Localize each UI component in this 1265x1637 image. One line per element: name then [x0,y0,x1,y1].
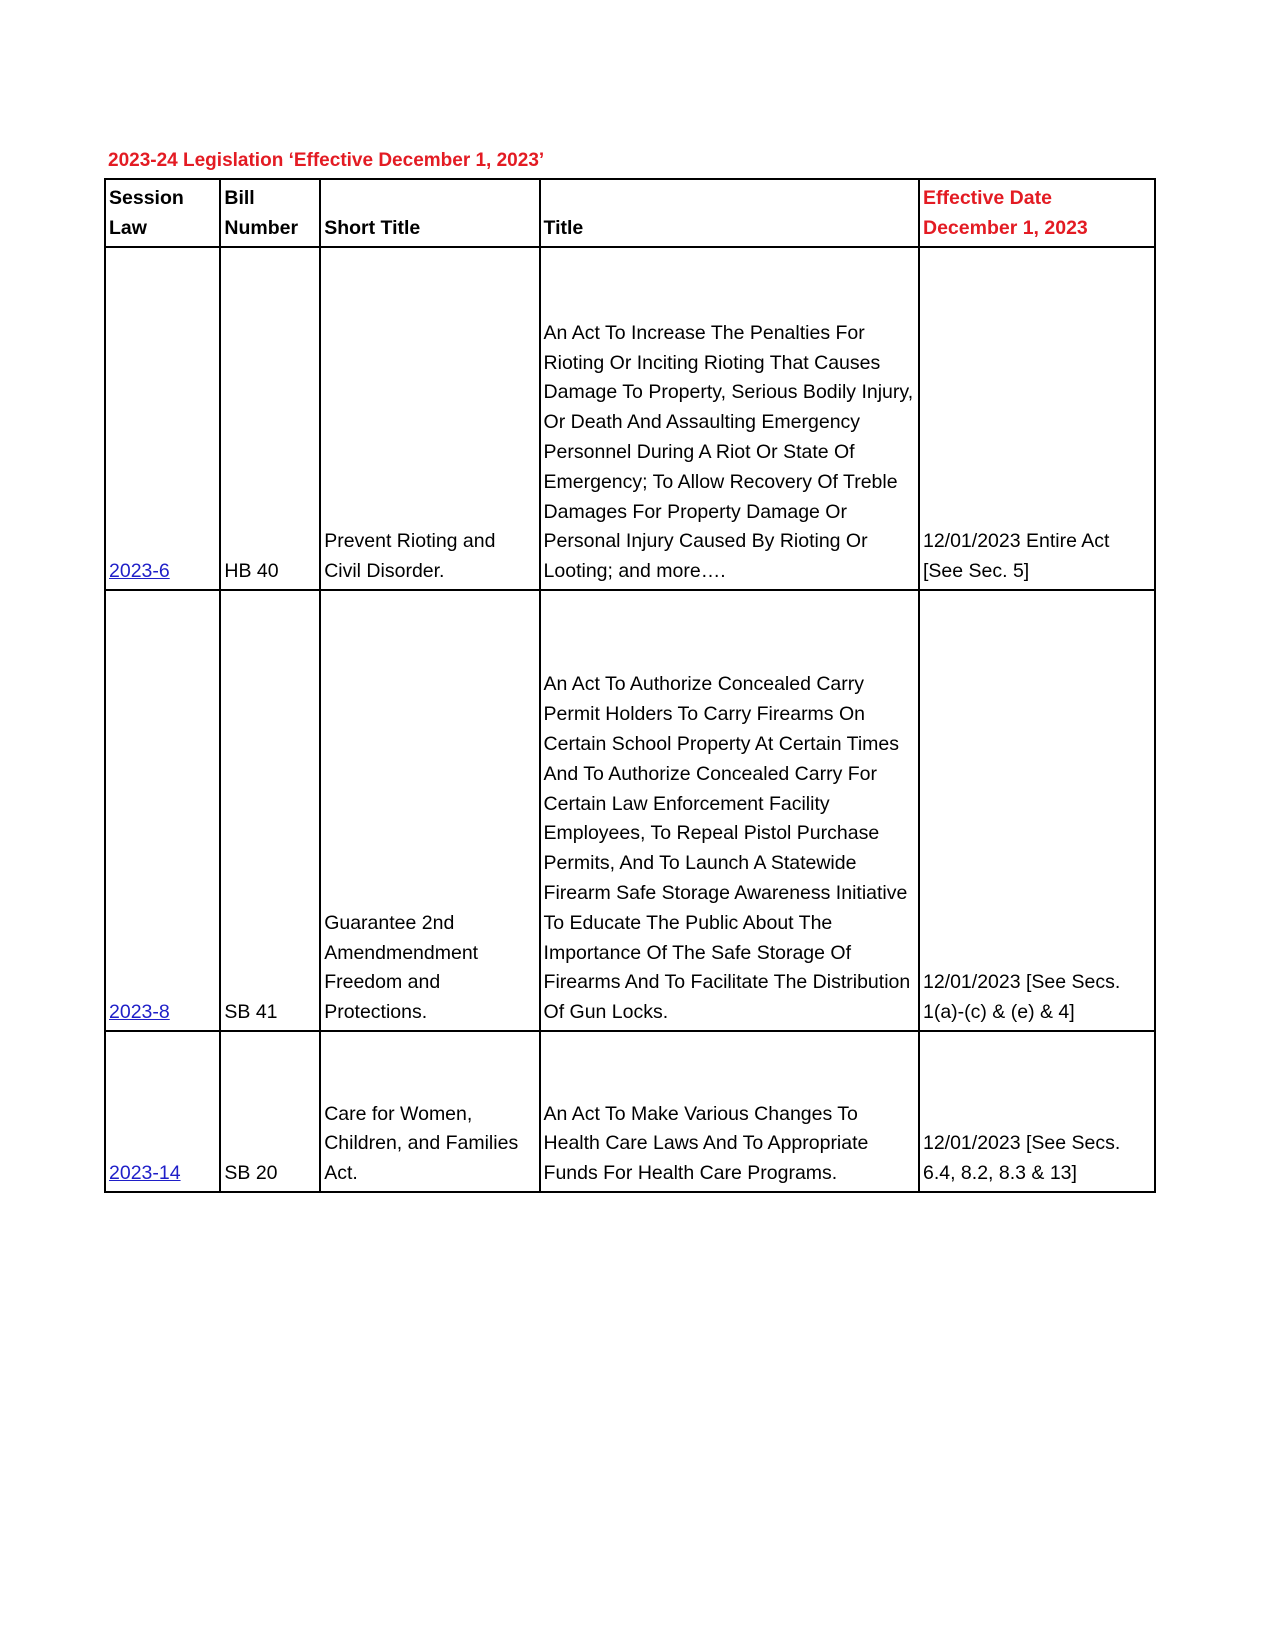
header-short-title: Short Title [320,179,539,247]
bill-number-cell: SB 41 [220,590,320,1031]
session-law-link[interactable]: 2023-6 [109,560,170,583]
short-title-cell: Care for Women, Children, and Families Act. [320,1031,539,1192]
header-session-law-line2: Law [109,217,147,240]
short-title-cell: Prevent Rioting and Civil Disorder. [320,247,539,590]
header-session-law [105,179,220,247]
header-title: Title [540,179,919,247]
session-law-cell [105,247,220,590]
header-bill-number-line2: Number [224,217,299,240]
session-law-link[interactable]: 2023-8 [109,1001,170,1024]
header-session-law-line1: Session [109,187,184,210]
session-law-cell [105,590,220,1031]
table-row [105,247,1155,590]
header-effective-line1: Effective Date [922,187,1052,210]
legislation-table [104,178,1156,1193]
bill-number-cell: SB 20 [220,1031,320,1192]
short-title-cell: Guarantee 2nd Amendmendment Freedom and Protections. [320,590,539,1031]
title-cell: An Act To Make Various Changes To Health Care Laws And To Appropriate Funds For Health Care Programs. [540,1031,919,1192]
header-bill-number-line1: Bill [224,187,255,210]
effective-date-cell: 12/01/2023 [See Secs. 6.4, 8.2, 8.3 & 13] [919,1031,1155,1192]
header-effective-date [919,179,1155,247]
header-bill-number [220,179,320,247]
document-heading: 2023-24 Legislation ‘Effective December 1, 2023’ [108,150,545,171]
table-row [105,1031,1155,1192]
effective-date-cell: 12/01/2023 Entire Act [See Sec. 5] [919,247,1155,590]
title-cell: An Act To Authorize Concealed Carry Permit Holders To Carry Firearms On Certain School Property At Certain Times And To Authorize Concealed Carry For Certain Law Enforcement Facility Employees, To Repeal Pistol Purchase Permits, And To Launch A Statewide Firearm Safe Storage Awareness Initiative To Educate The Public About The Importance Of The Safe Storage Of Firearms And To Facilitate The Distribution Of Gun Locks. [540,590,919,1031]
session-law-cell [105,1031,220,1192]
session-law-link[interactable]: 2023-14 [109,1162,181,1185]
title-cell: An Act To Increase The Penalties For Rioting Or Inciting Rioting That Causes Damage To Property, Serious Bodily Injury, Or Death And Assaulting Emergency Personnel During A Riot Or State Of Emergency; To Allow Recovery Of Treble Damages For Property Damage Or Personal Injury Caused By Rioting Or Looting; and more…. [540,247,919,590]
table-header-row [105,179,1155,247]
table-row [105,590,1155,1031]
effective-date-cell: 12/01/2023 [See Secs. 1(a)-(c) & (e) & 4] [919,590,1155,1031]
bill-number-cell: HB 40 [220,247,320,590]
header-effective-line2: December 1, 2023 [922,217,1088,240]
